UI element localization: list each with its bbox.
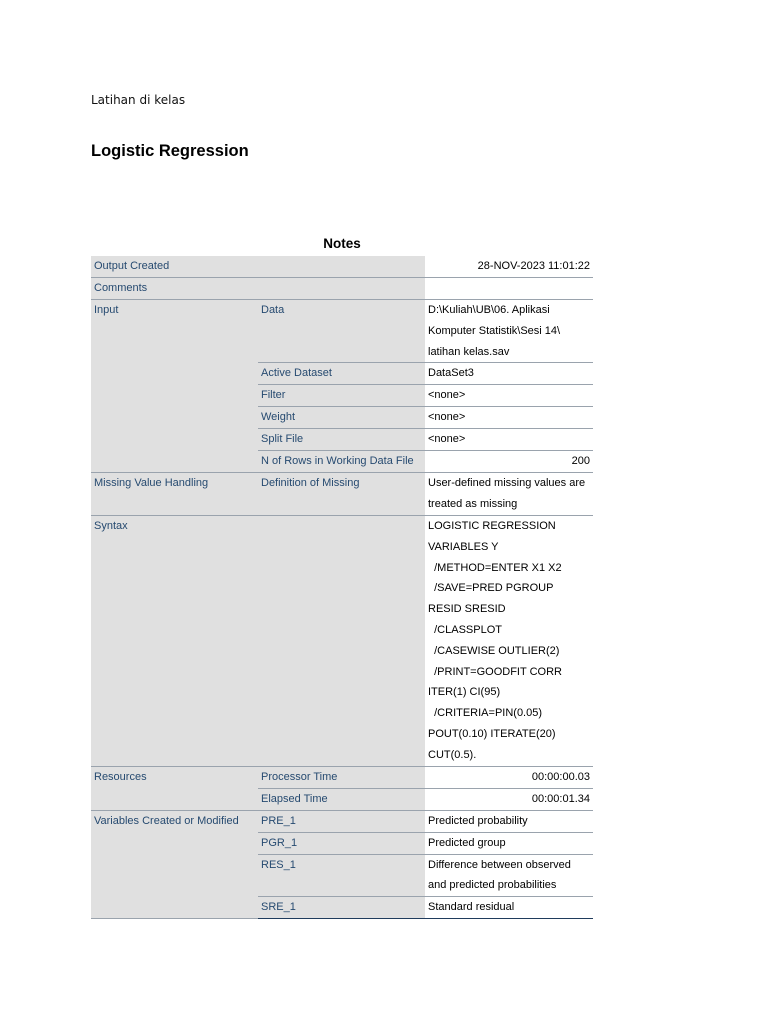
notes-table [91,256,593,919]
row-label: Comments [91,278,425,300]
row-sublabel: Weight [258,407,425,429]
row-value: User-defined missing values are treated as missing [425,473,593,516]
row-sublabel: Split File [258,429,425,451]
row-value [425,278,593,300]
row-sublabel: PGR_1 [258,832,425,854]
group-label: Resources [91,766,258,810]
row-sublabel: RES_1 [258,854,425,897]
table-row [91,473,593,516]
group-label: Variables Created or Modified [91,810,258,919]
row-sublabel: Definition of Missing [258,473,425,516]
row-value: 00:00:01.34 [425,788,593,810]
row-value: <none> [425,429,593,451]
row-sublabel: Active Dataset [258,363,425,385]
table-title: Notes [323,236,361,251]
row-value: 200 [425,451,593,473]
row-label: Syntax [91,515,425,766]
row-value: Predicted group [425,832,593,854]
row-value: D:\Kuliah\UB\06. Aplikasi Komputer Statistik\Sesi 14\ latihan kelas.sav [425,300,593,363]
group-label: Input [91,300,258,473]
row-value: DataSet3 [425,363,593,385]
table-row [91,515,593,766]
table-row [91,766,593,788]
table-row [91,256,593,278]
row-value: Standard residual [425,897,593,919]
row-value: Predicted probability [425,810,593,832]
table-row [91,810,593,832]
section-heading: Logistic Regression [91,142,249,160]
row-value: <none> [425,407,593,429]
row-label: Output Created [91,256,425,278]
group-label: Missing Value Handling [91,473,258,516]
table-row [91,300,593,363]
row-sublabel: Processor Time [258,766,425,788]
row-sublabel: PRE_1 [258,810,425,832]
row-sublabel: Data [258,300,425,363]
row-sublabel: Elapsed Time [258,788,425,810]
row-value: Difference between observed and predicted probabilities [425,854,593,897]
row-value: 28-NOV-2023 11:01:22 [425,256,593,278]
intro-text: Latihan di kelas [91,93,186,107]
row-value: <none> [425,385,593,407]
table-row [91,278,593,300]
row-value: 00:00:00.03 [425,766,593,788]
row-sublabel: Filter [258,385,425,407]
row-sublabel: SRE_1 [258,897,425,919]
syntax-value: LOGISTIC REGRESSION VARIABLES Y /METHOD=ENTER X1 X2 /SAVE=PRED PGROUP RESID SRESID /CLASSPLOT /CASEWISE OUTLIER(2) /PRINT=GOODFIT CORR ITER(1) CI(95) /CRITERIA=PIN(0.05) POUT(0.10) ITERATE(20) CUT(0.5). [425,515,593,766]
row-sublabel: N of Rows in Working Data File [258,451,425,473]
